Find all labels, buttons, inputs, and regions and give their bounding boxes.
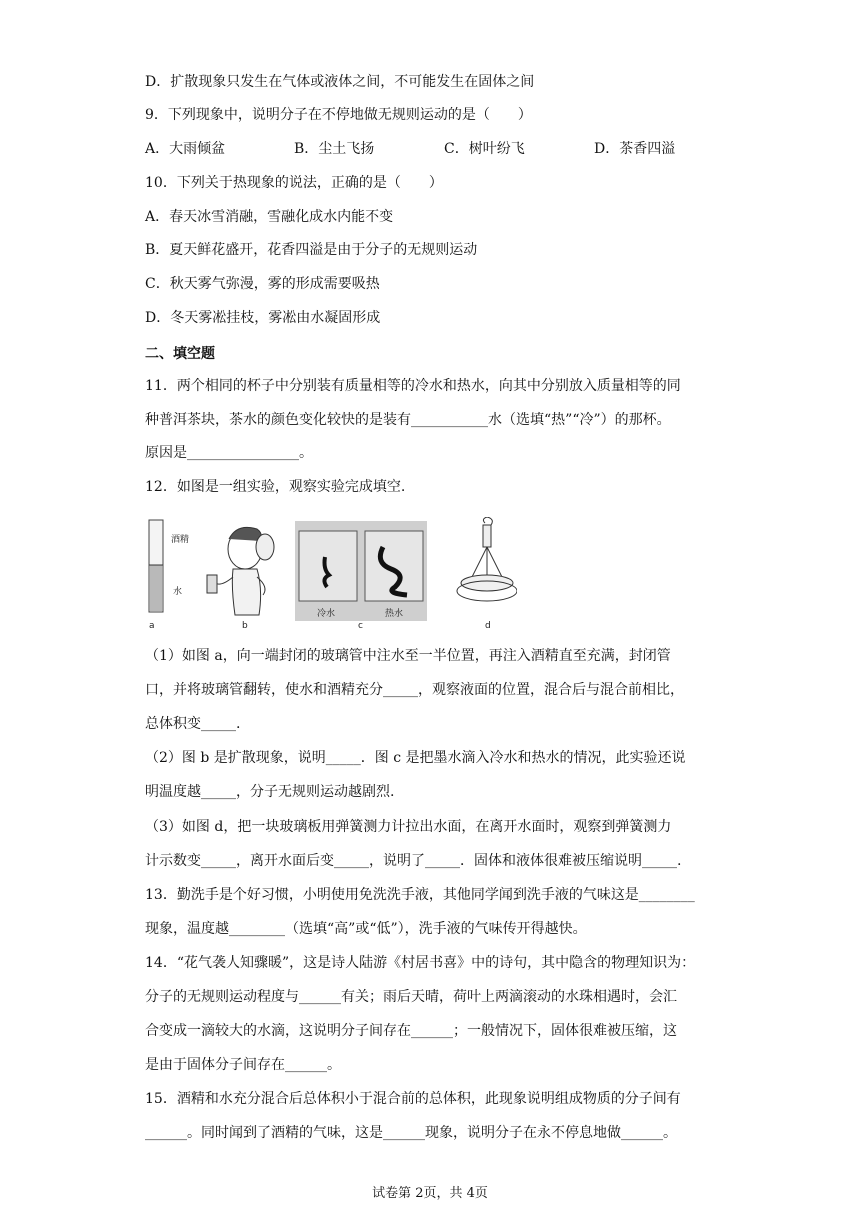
figure-b-person: [207, 527, 274, 615]
q11-line-1: 11．两个相同的杯子中分别装有质量相等的冷水和热水，向其中分别放入质量相等的同: [145, 378, 681, 394]
q10-option-b: B．夏天鲜花盛开，花香四溢是由于分子的无规则运动: [145, 242, 478, 258]
q12-part2-line-2: 明温度越_____，分子无规则运动越剧烈.: [145, 784, 395, 800]
cold-water-label: 冷水: [317, 609, 336, 619]
q15-line-2: ______。同时闻到了酒精的气味，这是______现象，说明分子在永不停息地做______。: [145, 1125, 677, 1141]
figure-label-d: d: [485, 621, 491, 631]
tube-water-label: 水: [173, 587, 183, 597]
figure-d-scale: [457, 517, 517, 601]
q10-option-c: C．秋天雾气弥漫，雾的形成需要吸热: [145, 276, 380, 292]
q10-option-d: D．冬天雾凇挂枝，雾凇由水凝固形成: [145, 310, 381, 326]
q12-part3-line-2: 计示数变_____，离开水面后变_____，说明了_____．固体和液体很难被压缩说明_____.: [145, 853, 682, 869]
q15-line-1: 15．酒精和水充分混合后总体积小于混合前的总体积，此现象说明组成物质的分子间有: [145, 1091, 681, 1107]
figure-c-beakers: [295, 521, 427, 621]
q9-option-b: B．尘土飞扬: [294, 141, 375, 157]
q12-part2-line-1: （2）图 b 是扩散现象，说明_____．图 c 是把墨水滴入冷水和热水的情况，此实验还说: [145, 750, 686, 766]
figure-label-b: b: [242, 621, 248, 631]
q12-stem: 12．如图是一组实验，观察实验完成填空.: [145, 479, 406, 495]
q11-line-2: 种普洱茶块，茶水的颜色变化较快的是装有___________水（选填“热”“冷”）的那杯。: [145, 412, 671, 428]
q10-stem: 10．下列关于热现象的说法，正确的是（ ）: [145, 175, 443, 191]
q8-option-d: D．扩散现象只发生在气体或液体之间，不可能发生在固体之间: [145, 74, 535, 90]
q14-line-1: 14．“花气袭人知骤暖”，这是诗人陆游《村居书喜》中的诗句，其中隐含的物理知识为：: [145, 955, 696, 971]
q14-line-4: 是由于固体分子间存在______。: [145, 1057, 341, 1073]
q12-part1-line-1: （1）如图 a，向一端封闭的玻璃管中注水至一半位置，再注入酒精直至充满，封闭管: [145, 648, 671, 664]
q12-part1-line-2: 口，并将玻璃管翻转，使水和酒精充分_____，观察液面的位置，混合后与混合前相比，: [145, 682, 684, 698]
figure-label-c: c: [358, 621, 363, 631]
hot-water-label: 热水: [385, 609, 404, 619]
q9-option-c: C．树叶纷飞: [444, 141, 525, 157]
experiment-figure-svg: [145, 517, 517, 631]
q12-part1-line-3: 总体积变_____.: [145, 716, 241, 732]
q13-line-2: 现象，温度越________（选填“高”或“低”），洗手液的气味传开得越快。: [145, 921, 587, 937]
q10-option-a: A．春天冰雪消融，雪融化成水内能不变: [145, 209, 394, 225]
q9-stem: 9．下列现象中，说明分子在不停地做无规则运动的是（ ）: [145, 107, 532, 123]
q14-line-3: 合变成一滴较大的水滴，这说明分子间存在______；一般情况下，固体很难被压缩，这: [145, 1023, 677, 1039]
figure-label-a: a: [149, 621, 155, 631]
figure-a-tube: [149, 520, 189, 612]
q11-line-3: 原因是________________。: [145, 445, 313, 461]
q9-option-a: A．大雨倾盆: [145, 141, 226, 157]
q9-option-d: D．茶香四溢: [594, 141, 676, 157]
experiment-figure: [145, 517, 517, 631]
page-footer: 试卷第 2页，共 4页: [372, 1186, 488, 1201]
section-heading: 二、填空题: [145, 346, 215, 362]
q12-part3-line-1: （3）如图 d，把一块玻璃板用弹簧测力计拉出水面，在离开水面时，观察到弹簧测力: [145, 819, 672, 835]
tube-alcohol-label: 酒精: [171, 535, 190, 545]
q14-line-2: 分子的无规则运动程度与______有关；雨后天晴，荷叶上两滴滚动的水珠相遇时，会汇: [145, 989, 677, 1005]
q13-line-1: 13．勤洗手是个好习惯，小明使用免洗洗手液，其他同学闻到洗手液的气味这是________: [145, 887, 695, 903]
